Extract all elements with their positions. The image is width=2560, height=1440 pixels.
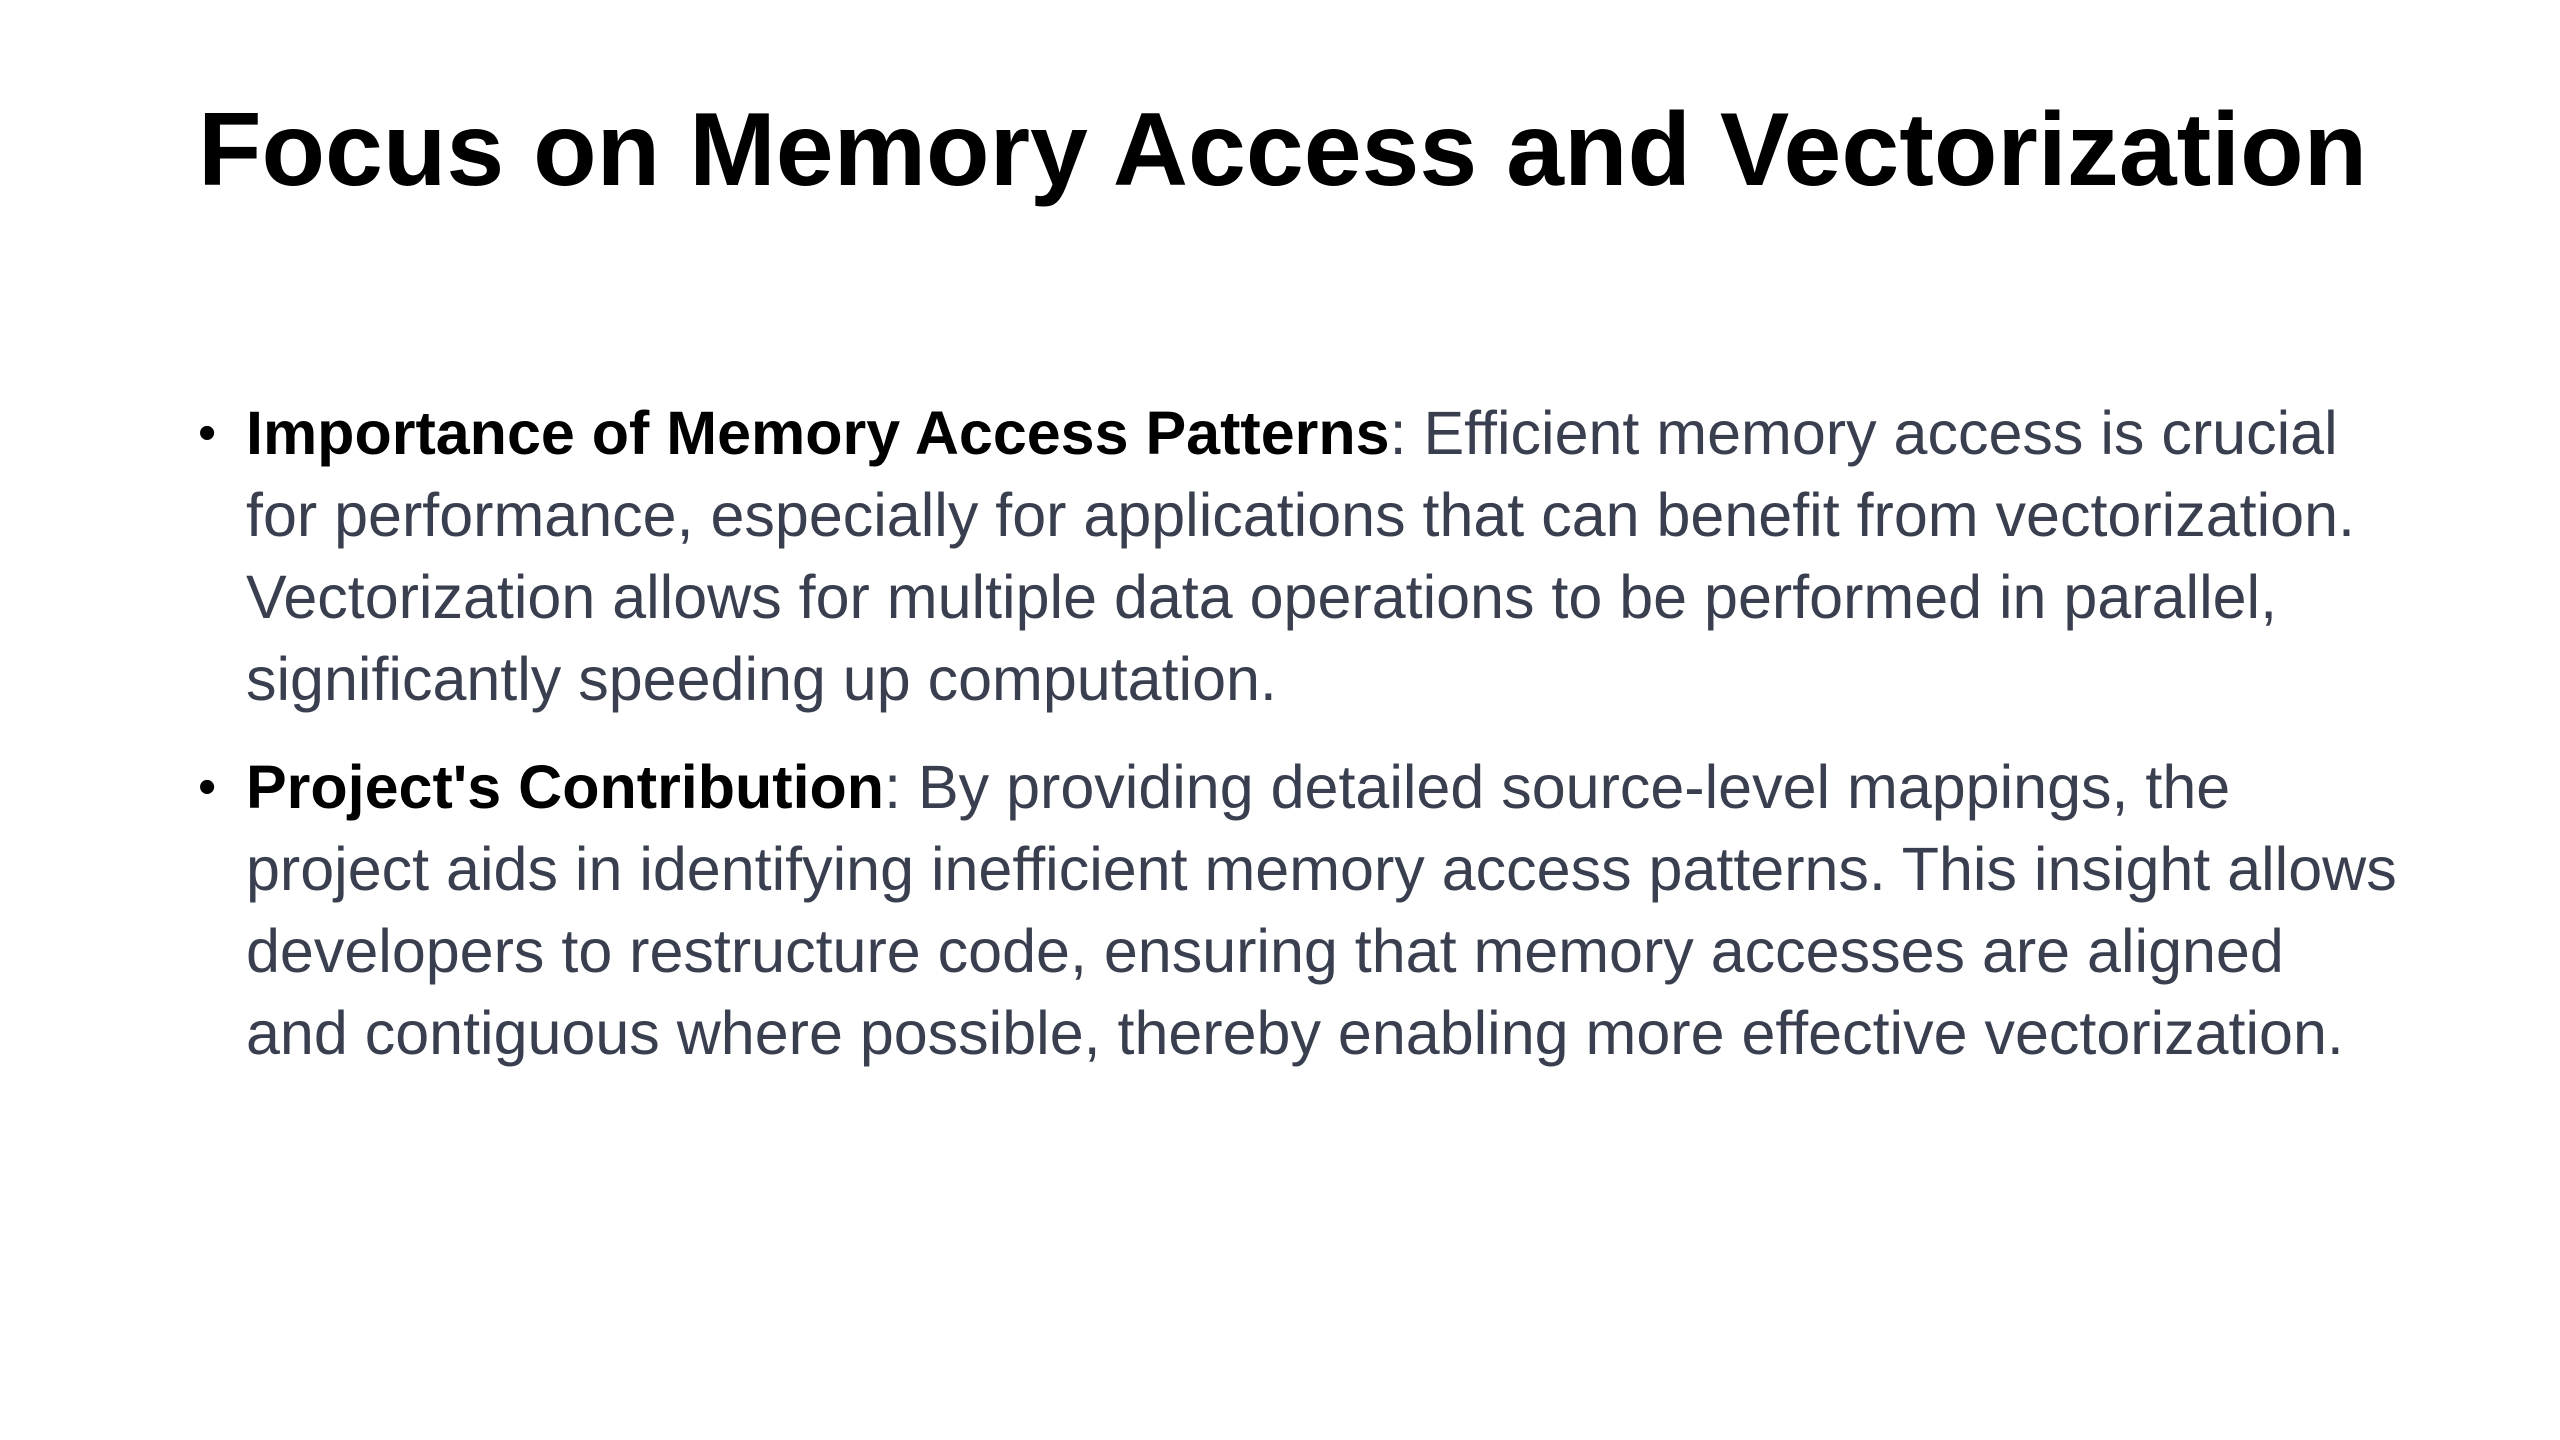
bullet-text: By providing detailed source-level mappings, the project aids in identifying inefficient memory access patterns. This insight allows developers to restructure code, ensuring that memory accesses are aligned and contiguous where possible, thereby enabling more effective vectorization. [246, 753, 2397, 1067]
bullet-text: Efficient memory access is crucial for performance, especially for applications that can benefit from vectorization. Vectorization allows for multiple data operations to be performed in parallel, significantly speeding up computation. [246, 399, 2355, 713]
bullet-list [198, 392, 2398, 1100]
bullet-icon: • [198, 404, 217, 462]
bullet-term: Importance of Memory Access Patterns [246, 399, 1390, 467]
bullet-item-memory-access-patterns [198, 392, 2398, 720]
bullet-item-project-contribution [198, 746, 2398, 1074]
slide-title: Focus on Memory Access and Vectorization [198, 92, 2368, 208]
bullet-icon: • [198, 758, 217, 816]
bullet-term: Project's Contribution [246, 753, 885, 821]
bullet-separator: : [884, 753, 902, 821]
bullet-separator: : [1389, 399, 1407, 467]
